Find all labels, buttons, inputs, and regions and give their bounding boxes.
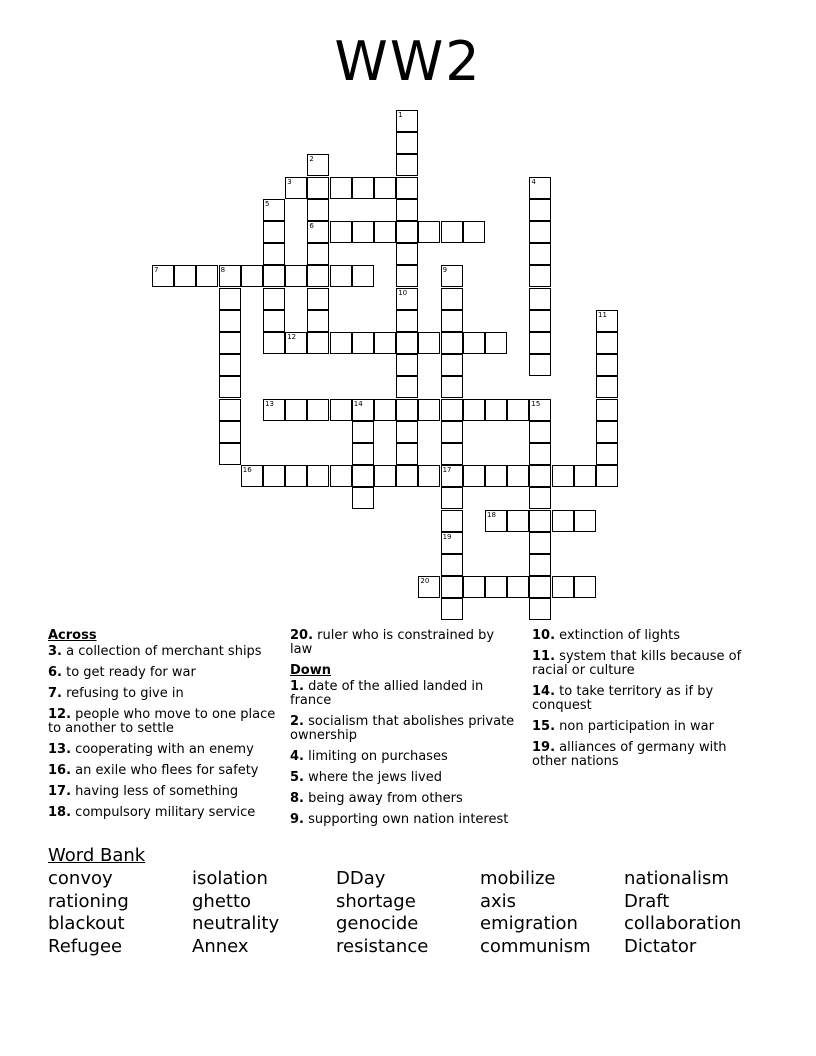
clue-down-11: 11. system that kills because of racial or culture <box>532 649 742 678</box>
grid-cell[interactable] <box>152 265 174 287</box>
grid-cell[interactable] <box>396 465 418 487</box>
clue-across-16: 16. an exile who flees for safety <box>48 763 259 778</box>
grid-cell[interactable] <box>374 399 396 421</box>
clues-column-3 <box>532 629 762 776</box>
grid-cell[interactable] <box>529 243 551 265</box>
grid-cell[interactable] <box>441 598 463 620</box>
grid-cell[interactable] <box>374 332 396 354</box>
clues-column-1 <box>48 629 276 827</box>
clue-number: 4 <box>531 177 536 186</box>
grid-cell[interactable] <box>529 443 551 465</box>
grid-cell[interactable] <box>596 376 618 398</box>
word-bank-item: Annex <box>192 935 249 957</box>
grid-cell[interactable] <box>529 310 551 332</box>
clue-down-5: 5. where the jews lived <box>290 770 442 785</box>
word-bank-item: mobilize <box>480 868 556 889</box>
grid-cell[interactable] <box>285 177 307 199</box>
grid-cell[interactable] <box>396 221 418 243</box>
word-bank-item: blackout <box>48 913 125 935</box>
grid-cell[interactable] <box>330 465 352 487</box>
grid-cell[interactable] <box>441 532 463 554</box>
clue-number: 5 <box>265 199 270 208</box>
grid-cell[interactable] <box>485 465 507 487</box>
page-title: WW2 <box>334 30 482 93</box>
grid-cell[interactable] <box>219 376 241 398</box>
word-bank-item: rationing <box>48 890 129 912</box>
down-header: Down <box>290 663 331 678</box>
grid-cell[interactable] <box>307 465 329 487</box>
word-bank-item: nationalism <box>624 868 729 889</box>
grid-cell[interactable] <box>307 199 329 221</box>
grid-cell[interactable] <box>441 376 463 398</box>
grid-cell[interactable] <box>596 421 618 443</box>
grid-cell[interactable] <box>596 354 618 376</box>
grid-cell[interactable] <box>174 265 196 287</box>
grid-cell[interactable] <box>441 332 463 354</box>
clue-number: 19 <box>442 532 452 541</box>
grid-cell[interactable] <box>330 221 352 243</box>
grid-cell[interactable] <box>285 465 307 487</box>
clue-number: 9 <box>442 266 448 275</box>
grid-cell[interactable] <box>352 332 374 354</box>
clue-across-3: 3. a collection of merchant ships <box>48 644 262 659</box>
grid-cell[interactable] <box>396 199 418 221</box>
clue-down-14: 14. to take territory as if by conquest <box>532 684 714 713</box>
grid-cell[interactable] <box>285 265 307 287</box>
grid-cell[interactable] <box>552 465 574 487</box>
word-bank-item: Draft <box>624 890 670 912</box>
grid-cell[interactable] <box>529 487 551 509</box>
grid-cell[interactable] <box>529 399 551 421</box>
grid-cell[interactable] <box>529 221 551 243</box>
grid-cell[interactable] <box>441 487 463 509</box>
grid-cell[interactable] <box>529 265 551 287</box>
grid-cell[interactable] <box>529 354 551 376</box>
grid-cell[interactable] <box>529 576 551 598</box>
grid-cell[interactable] <box>219 421 241 443</box>
clue-down-15: 15. non participation in war <box>532 719 714 734</box>
clue-number: 2 <box>309 155 314 164</box>
grid-cell[interactable] <box>352 487 374 509</box>
grid-cell[interactable] <box>285 399 307 421</box>
grid-cell[interactable] <box>463 332 485 354</box>
clue-number: 1 <box>398 111 403 119</box>
grid-cell[interactable] <box>396 354 418 376</box>
grid-cell[interactable] <box>396 288 418 310</box>
grid-cell[interactable] <box>485 576 507 598</box>
grid-cell[interactable] <box>529 332 551 354</box>
clue-down-19: 19. alliances of germany with other nations <box>532 740 727 769</box>
grid-cell[interactable] <box>441 510 463 532</box>
grid-cell[interactable] <box>396 110 418 132</box>
grid-cell[interactable] <box>241 265 263 287</box>
word-bank-item: ghetto <box>192 890 252 912</box>
grid-cell[interactable] <box>463 221 485 243</box>
word-bank-item: Refugee <box>48 935 123 957</box>
clue-number: 12 <box>287 333 297 341</box>
grid-cell[interactable] <box>396 332 418 354</box>
grid-cell[interactable] <box>441 554 463 576</box>
grid-cell[interactable] <box>441 576 463 598</box>
grid-cell[interactable] <box>441 288 463 310</box>
clue-number: 6 <box>309 222 314 230</box>
grid-cell[interactable] <box>396 132 418 154</box>
grid-cell[interactable] <box>307 265 329 287</box>
grid-cell[interactable] <box>529 199 551 221</box>
grid-cell[interactable] <box>263 243 285 265</box>
word-bank-item: axis <box>480 890 517 912</box>
grid-cell[interactable] <box>418 332 440 354</box>
clue-number: 7 <box>154 266 159 275</box>
grid-cell[interactable] <box>396 443 418 465</box>
grid-cell[interactable] <box>396 265 418 287</box>
grid-cell[interactable] <box>219 332 241 354</box>
grid-cell[interactable] <box>529 532 551 554</box>
clue-down-9: 9. supporting own nation interest <box>290 812 509 827</box>
grid-cell[interactable] <box>441 310 463 332</box>
word-bank-item: genocide <box>336 913 419 935</box>
grid-cell[interactable] <box>596 399 618 421</box>
clue-across-17: 17. having less of something <box>48 784 239 799</box>
clue-number: 20 <box>420 577 430 586</box>
clue-across-20: 20. ruler who is constrained by law <box>290 628 495 657</box>
grid-cell[interactable] <box>330 265 352 287</box>
grid-cell[interactable] <box>330 177 352 199</box>
grid-cell[interactable] <box>574 510 596 532</box>
grid-cell[interactable] <box>552 576 574 598</box>
grid-cell[interactable] <box>529 554 551 576</box>
clue-number: 17 <box>442 466 452 475</box>
grid-cell[interactable] <box>418 465 440 487</box>
grid-cell[interactable] <box>396 154 418 176</box>
grid-cell[interactable] <box>374 177 396 199</box>
grid-cell[interactable] <box>507 399 529 421</box>
grid-cell[interactable] <box>529 288 551 310</box>
grid-cell[interactable] <box>219 265 241 287</box>
grid-cell[interactable] <box>352 221 374 243</box>
grid-cell[interactable] <box>374 221 396 243</box>
grid-cell[interactable] <box>574 465 596 487</box>
grid-cell[interactable] <box>441 265 463 287</box>
grid-cell[interactable] <box>374 465 396 487</box>
grid-cell[interactable] <box>396 310 418 332</box>
grid-cell[interactable] <box>241 465 263 487</box>
grid-cell[interactable] <box>352 443 374 465</box>
grid-cell[interactable] <box>418 576 440 598</box>
clue-number: 10 <box>398 288 408 297</box>
grid-cell[interactable] <box>529 421 551 443</box>
grid-cell[interactable] <box>330 399 352 421</box>
grid-cell[interactable] <box>352 265 374 287</box>
grid-cell[interactable] <box>263 399 285 421</box>
grid-cell[interactable] <box>441 221 463 243</box>
grid-cell[interactable] <box>485 332 507 354</box>
grid-cell[interactable] <box>263 265 285 287</box>
grid-cell[interactable] <box>307 221 329 243</box>
grid-cell[interactable] <box>263 288 285 310</box>
grid-cell[interactable] <box>263 465 285 487</box>
clue-down-8: 8. being away from others <box>290 791 463 806</box>
grid-cell[interactable] <box>219 354 241 376</box>
word-bank-item: isolation <box>192 868 268 889</box>
grid-cell[interactable] <box>307 310 329 332</box>
grid-cell[interactable] <box>441 399 463 421</box>
grid-cell[interactable] <box>441 465 463 487</box>
grid-cell[interactable] <box>507 576 529 598</box>
word-bank-item: emigration <box>480 913 578 935</box>
grid-cell[interactable] <box>307 288 329 310</box>
word-bank-item: DDay <box>336 868 386 889</box>
across-header: Across <box>48 628 97 643</box>
grid-cell[interactable] <box>263 221 285 243</box>
grid-cell[interactable] <box>263 199 285 221</box>
clue-down-4: 4. limiting on purchases <box>290 749 448 764</box>
grid-cell[interactable] <box>596 332 618 354</box>
grid-cell[interactable] <box>596 465 618 487</box>
grid-cell[interactable] <box>307 243 329 265</box>
grid-cell[interactable] <box>330 332 352 354</box>
clue-down-1: 1. date of the allied landed in france <box>290 679 484 708</box>
grid-cell[interactable] <box>352 177 374 199</box>
grid-cell[interactable] <box>552 510 574 532</box>
grid-cell[interactable] <box>418 221 440 243</box>
clue-number: 14 <box>353 399 363 408</box>
grid-cell[interactable] <box>396 376 418 398</box>
word-bank-item: neutrality <box>192 913 280 935</box>
grid-cell[interactable] <box>352 399 374 421</box>
clue-down-2: 2. socialism that abolishes private ownership <box>290 714 515 743</box>
word-bank-item: shortage <box>336 890 416 912</box>
clue-across-12: 12. people who move to one place to another to settle <box>48 707 276 736</box>
clue-down-10: 10. extinction of lights <box>532 628 681 643</box>
grid-cell[interactable] <box>196 265 218 287</box>
grid-cell[interactable] <box>219 399 241 421</box>
word-bank-item: collaboration <box>624 913 742 935</box>
grid-cell[interactable] <box>396 421 418 443</box>
grid-cell[interactable] <box>463 465 485 487</box>
grid-cell[interactable] <box>485 510 507 532</box>
clues-column-2 <box>290 629 518 834</box>
grid-cell[interactable] <box>396 177 418 199</box>
grid-cell[interactable] <box>307 399 329 421</box>
word-bank <box>48 868 768 958</box>
grid-cell[interactable] <box>307 332 329 354</box>
grid-cell[interactable] <box>441 421 463 443</box>
clue-across-7: 7. refusing to give in <box>48 686 184 701</box>
grid-cell[interactable] <box>352 421 374 443</box>
grid-cell[interactable] <box>574 576 596 598</box>
grid-cell[interactable] <box>596 310 618 332</box>
grid-cell[interactable] <box>285 332 307 354</box>
grid-cell[interactable] <box>219 288 241 310</box>
word-bank-item: Dictator <box>624 935 697 957</box>
clue-across-6: 6. to get ready for war <box>48 665 196 680</box>
grid-cell[interactable] <box>219 443 241 465</box>
grid-cell[interactable] <box>596 443 618 465</box>
word-bank-item: convoy <box>48 868 113 889</box>
grid-cell[interactable] <box>463 576 485 598</box>
clue-across-18: 18. compulsory military service <box>48 805 256 820</box>
grid-cell[interactable] <box>441 443 463 465</box>
clue-number: 11 <box>598 310 607 319</box>
grid-cell[interactable] <box>418 399 440 421</box>
grid-cell[interactable] <box>529 598 551 620</box>
grid-cell[interactable] <box>396 243 418 265</box>
clue-number: 15 <box>531 399 541 408</box>
grid-cell[interactable] <box>507 465 529 487</box>
clue-number: 16 <box>242 466 252 475</box>
grid-cell[interactable] <box>485 399 507 421</box>
clue-number: 13 <box>265 399 274 408</box>
grid-cell[interactable] <box>507 510 529 532</box>
grid-cell[interactable] <box>529 510 551 532</box>
word-bank-item: resistance <box>336 935 429 957</box>
clue-number: 8 <box>220 266 226 275</box>
grid-cell[interactable] <box>463 399 485 421</box>
grid-cell[interactable] <box>219 310 241 332</box>
grid-cell[interactable] <box>529 465 551 487</box>
grid-cell[interactable] <box>441 354 463 376</box>
grid-cell[interactable] <box>307 154 329 176</box>
clue-across-13: 13. cooperating with an enemy <box>48 742 254 757</box>
clue-number: 3 <box>287 177 292 186</box>
word-bank-item: communism <box>480 935 591 957</box>
grid-cell[interactable] <box>396 399 418 421</box>
grid-cell[interactable] <box>529 177 551 199</box>
word-bank-title: Word Bank <box>48 845 146 866</box>
grid-cell[interactable] <box>263 310 285 332</box>
grid-cell[interactable] <box>263 332 285 354</box>
grid-cell[interactable] <box>352 465 374 487</box>
clue-number: 18 <box>487 510 496 519</box>
grid-cell[interactable] <box>307 177 329 199</box>
